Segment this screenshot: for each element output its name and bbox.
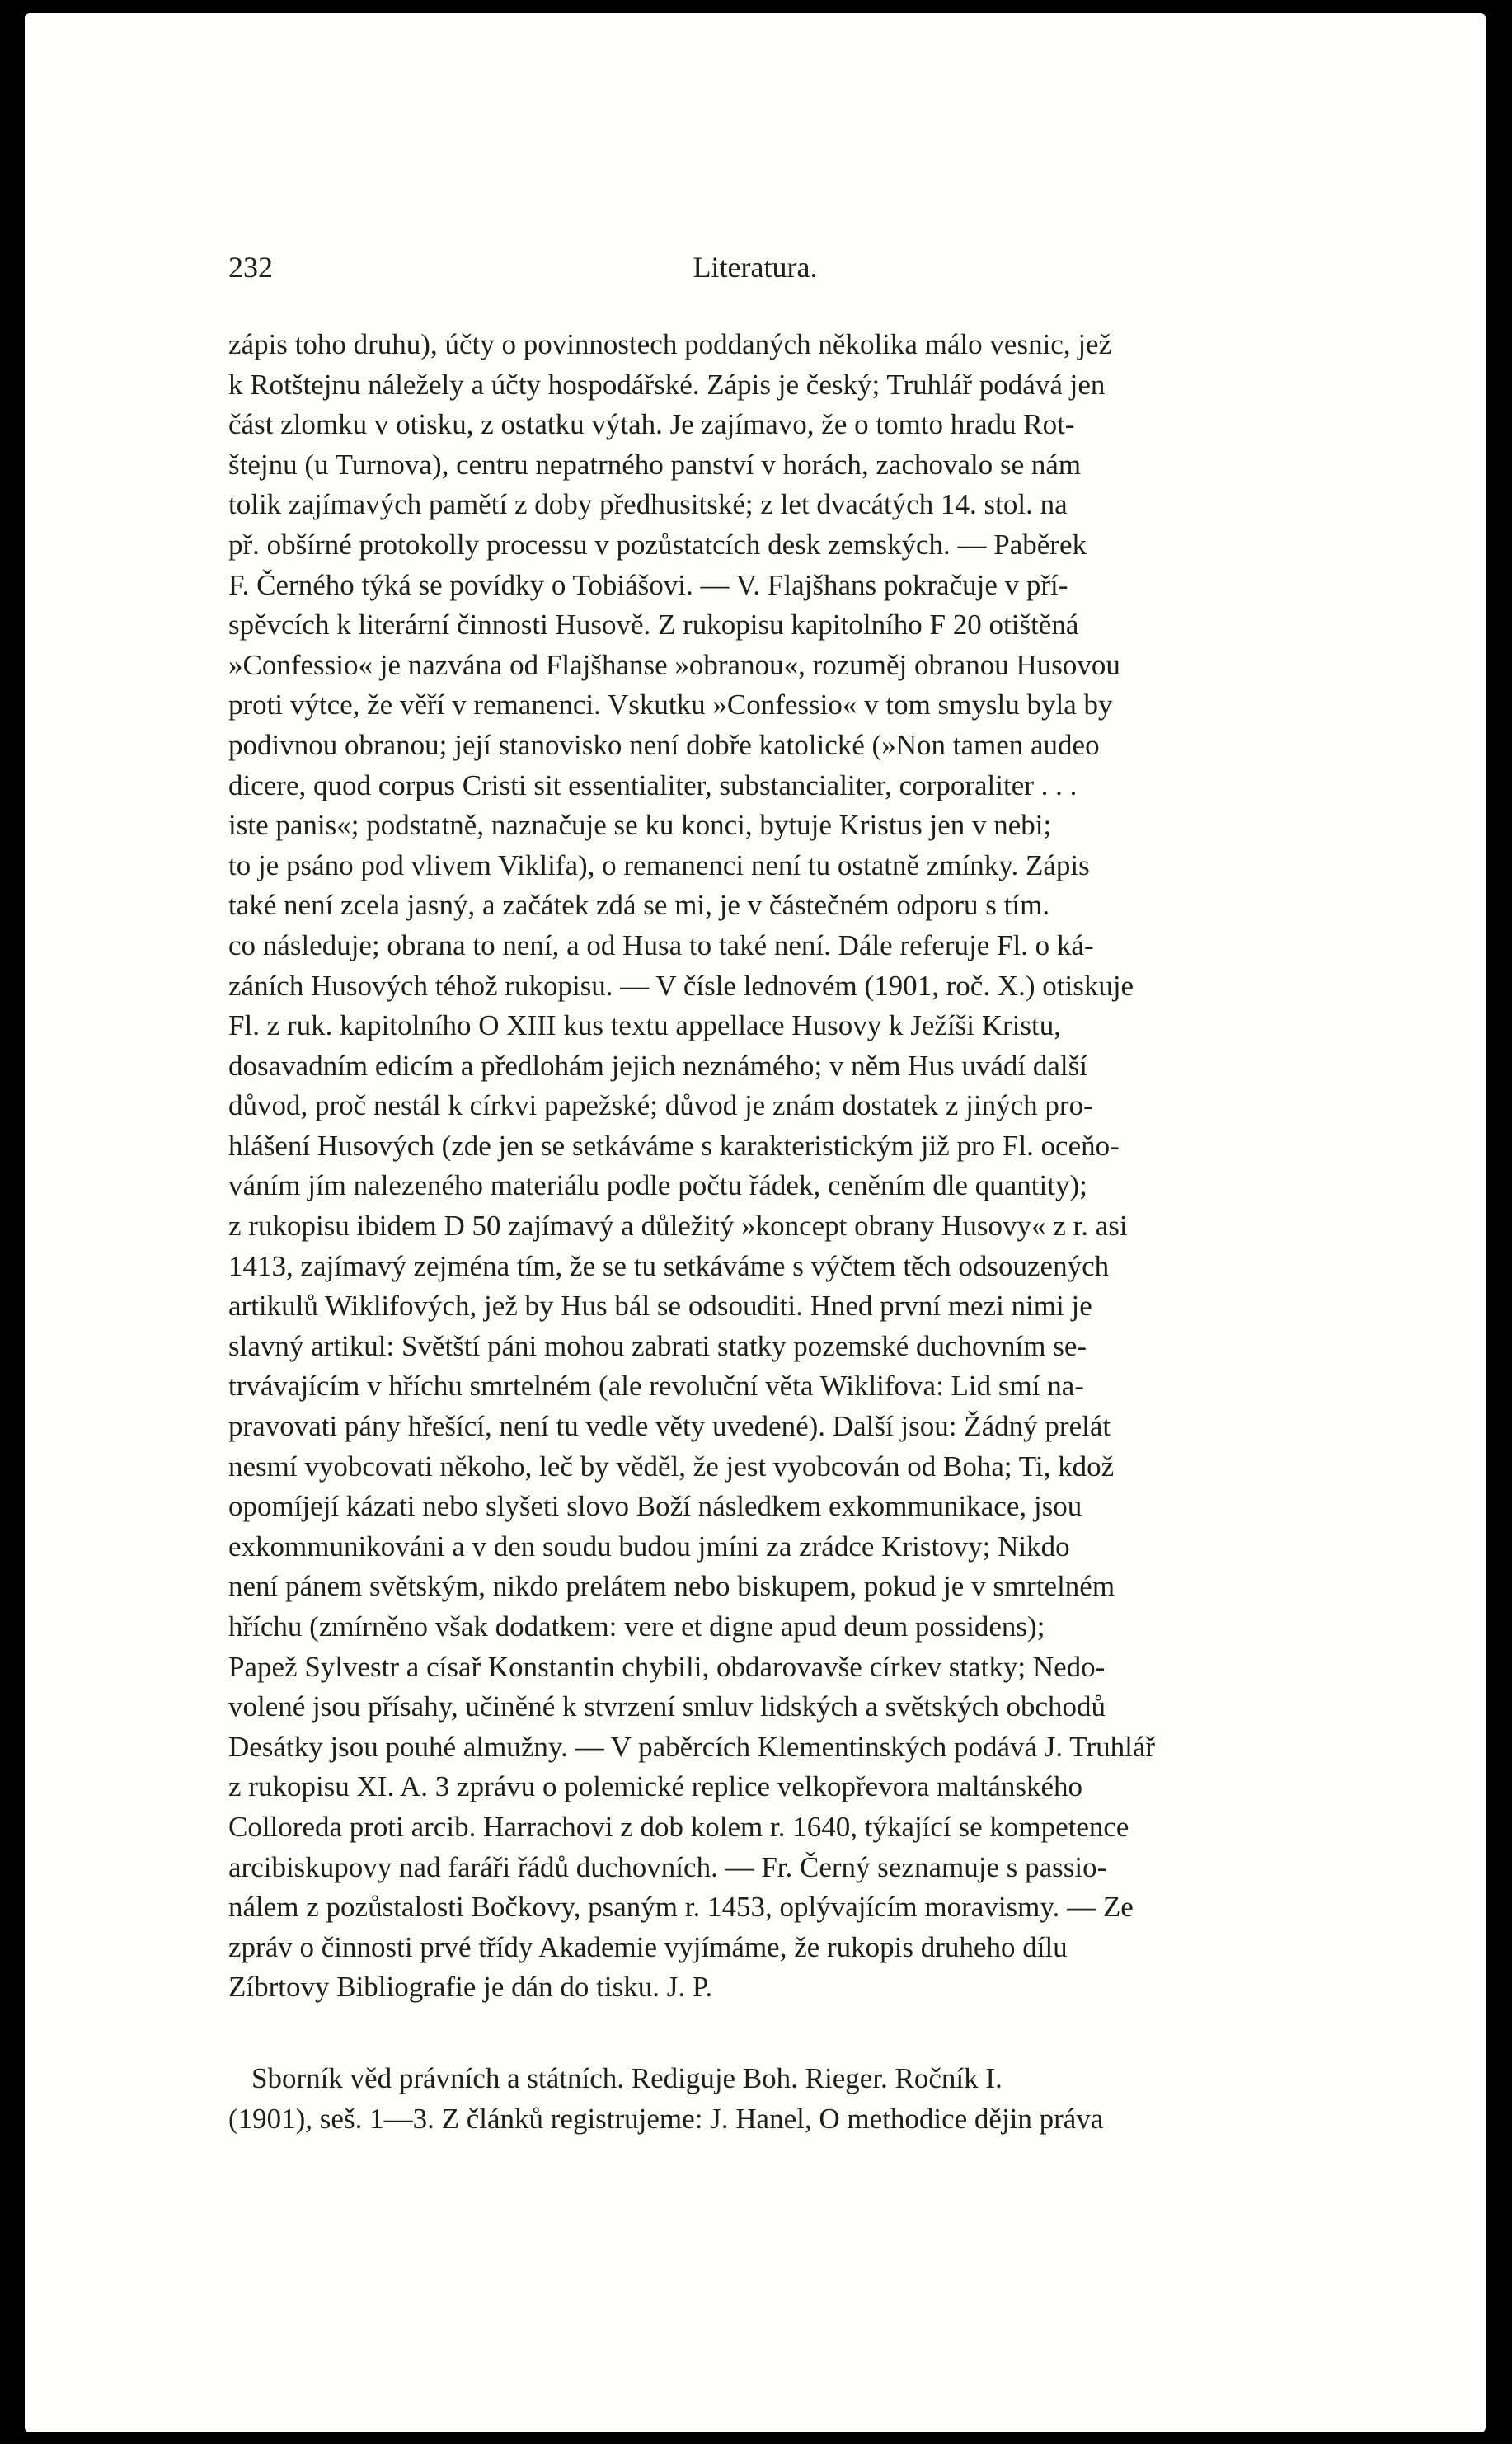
text-line: iste panis«; podstatně, naznačuje se ku konci, bytuje Kristus jen v nebi; xyxy=(228,809,1052,842)
text-line: část zlomku v otisku, z ostatku výtah. Je zajímavo, že o tomto hradu Rot- xyxy=(228,408,1075,441)
text-line: slavný artikul: Světští páni mohou zabrati statky pozemské duchovním se- xyxy=(228,1329,1087,1362)
text-line: důvod, proč nestál k církvi papežské; důvod je znám dostatek z jiných pro- xyxy=(228,1089,1093,1122)
text-line: to je psáno pod vlivem Viklifa), o remanenci není tu ostatně zmínky. Zápis xyxy=(228,848,1090,881)
text-line: artikulů Wiklifových, jež by Hus bál se odsouditi. Hned první mezi nimi je xyxy=(228,1290,1092,1323)
text-line: Zíbrtovy Bibliografie je dán do tisku. J. P. xyxy=(228,1971,713,2004)
running-title: Literatura. xyxy=(693,251,818,284)
text-line: Desátky jsou pouhé almužny. — V paběrcích Klementinských podává J. Truhlář xyxy=(228,1730,1156,1763)
text-line: př. obšírné protokolly processu v pozůstatcích desk zemských. — Paběrek xyxy=(228,528,1087,561)
text-line: arcibiskupovy nad faráři řádů duchovních. — Fr. Černý seznamuje s passio- xyxy=(228,1850,1107,1883)
text-line: trvávajícím v hříchu smrtelném (ale revoluční věta Wiklifova: Lid smí na- xyxy=(228,1370,1084,1403)
text-line: z rukopisu XI. A. 3 zprávu o polemické replice velkopřevora maltánského xyxy=(228,1770,1083,1803)
text-line: váním jím nalezeného materiálu podle počtu řádek, ceněním dle quantity); xyxy=(228,1169,1087,1202)
text-line: F. Černého týká se povídky o Tobiášovi. — V. Flajšhans pokračuje v pří- xyxy=(228,568,1068,601)
text-line: nesmí vyobcovati někoho, leč by věděl, že jest vyobcován od Boha; Ti, kdož xyxy=(228,1450,1115,1483)
text-line: hříchu (zmírněno však dodatkem: vere et digne apud deum possidens); xyxy=(228,1610,1045,1643)
document-page xyxy=(25,13,1486,2432)
text-line: z rukopisu ibidem D 50 zajímavý a důležitý »koncept obrany Husovy« z r. asi xyxy=(228,1210,1128,1243)
text-line: dosavadním edicím a předlohám jejich neznámého; v něm Hus uvádí další xyxy=(228,1049,1087,1082)
text-line: (1901), seš. 1—3. Z článků registrujeme: J. Hanel, O methodice dějin práva xyxy=(228,2102,1104,2135)
text-line: není pánem světským, nikdo prelátem nebo biskupem, pokud je v smrtelném xyxy=(228,1570,1115,1603)
text-body xyxy=(228,325,1333,2139)
text-line: podivnou obranou; její stanovisko není dobře katolické (»Non tamen audeo xyxy=(228,728,1100,761)
text-line: Fl. z ruk. kapitolního O XIII kus textu appellace Husovy k Ježíši Kristu, xyxy=(228,1009,1061,1042)
text-line: proti výtce, že věří v remanenci. Vskutku »Confessio« v tom smyslu byla by xyxy=(228,689,1113,721)
text-line: spěvcích k literární činnosti Husově. Z rukopisu kapitolního F 20 otištěná xyxy=(228,609,1079,642)
text-line: tolik zajímavých pamětí z doby předhusitské; z let dvacátých 14. stol. na xyxy=(228,488,1068,521)
text-line: co následuje; obrana to není, a od Husa to také není. Dále referuje Fl. o ká- xyxy=(228,928,1094,961)
paragraph-gap xyxy=(228,2008,1333,2059)
page-header xyxy=(228,249,1282,285)
text-line: Sborník věd právních a státních. Rediguje Boh. Rieger. Ročník I. xyxy=(251,2061,1003,2094)
text-line: opomíjejí kázati nebo slyšeti slovo Boží následkem exkommunikace, jsou xyxy=(228,1490,1082,1523)
text-line: exkommunikováni a v den soudu budou jmíni za zrádce Kristovy; Nikdo xyxy=(228,1530,1070,1563)
paragraph-sbornik xyxy=(228,2059,1333,2139)
text-line: také není zcela jasný, a začátek zdá se mi, je v částečném odporu s tím. xyxy=(228,889,1050,922)
text-line: pravovati pány hřešící, není tu vedle věty uvedené). Další jsou: Žádný prelát xyxy=(228,1410,1111,1443)
text-line: Colloreda proti arcib. Harrachovi z dob kolem r. 1640, týkající se kompetence xyxy=(228,1810,1129,1843)
text-line: zápis toho druhu), účty o povinnostech poddaných několika málo vesnic, jež xyxy=(228,328,1112,360)
paragraph-review xyxy=(228,325,1333,2008)
text-line: záních Husových téhož rukopisu. — V čísle lednovém (1901, roč. X.) otiskuje xyxy=(228,969,1134,1002)
text-line: dicere, quod corpus Cristi sit essentialiter, substancialiter, corporaliter . . . xyxy=(228,768,1078,801)
text-line: k Rotštejnu náležely a účty hospodářské. Zápis je český; Truhlář podává jen xyxy=(228,368,1106,401)
text-line: nálem z pozůstalosti Bočkovy, psaným r. 1453, oplývajícím moravismy. — Ze xyxy=(228,1891,1134,1924)
text-line: »Confessio« je nazvána od Flajšhanse »obranou«, rozuměj obranou Husovou xyxy=(228,648,1120,681)
text-line: volené jsou přísahy, učiněné k stvrzení smluv lidských a světských obchodů xyxy=(228,1690,1106,1723)
text-line: hlášení Husových (zde jen se setkáváme s karakteristickým již pro Fl. oceňo- xyxy=(228,1129,1120,1162)
text-line: 1413, zajímavý zejména tím, že se tu setkáváme s výčtem těch odsouzených xyxy=(228,1249,1110,1282)
text-line: zpráv o činnosti prvé třídy Akademie vyjímáme, že rukopis druheho dílu xyxy=(228,1930,1068,1963)
page-number: 232 xyxy=(228,251,273,284)
text-line: štejnu (u Turnova), centru nepatrného panství v horách, zachovalo se nám xyxy=(228,448,1082,481)
text-line: Papež Sylvestr a císař Konstantin chybili, obdarovavše církev statky; Nedo- xyxy=(228,1650,1106,1683)
